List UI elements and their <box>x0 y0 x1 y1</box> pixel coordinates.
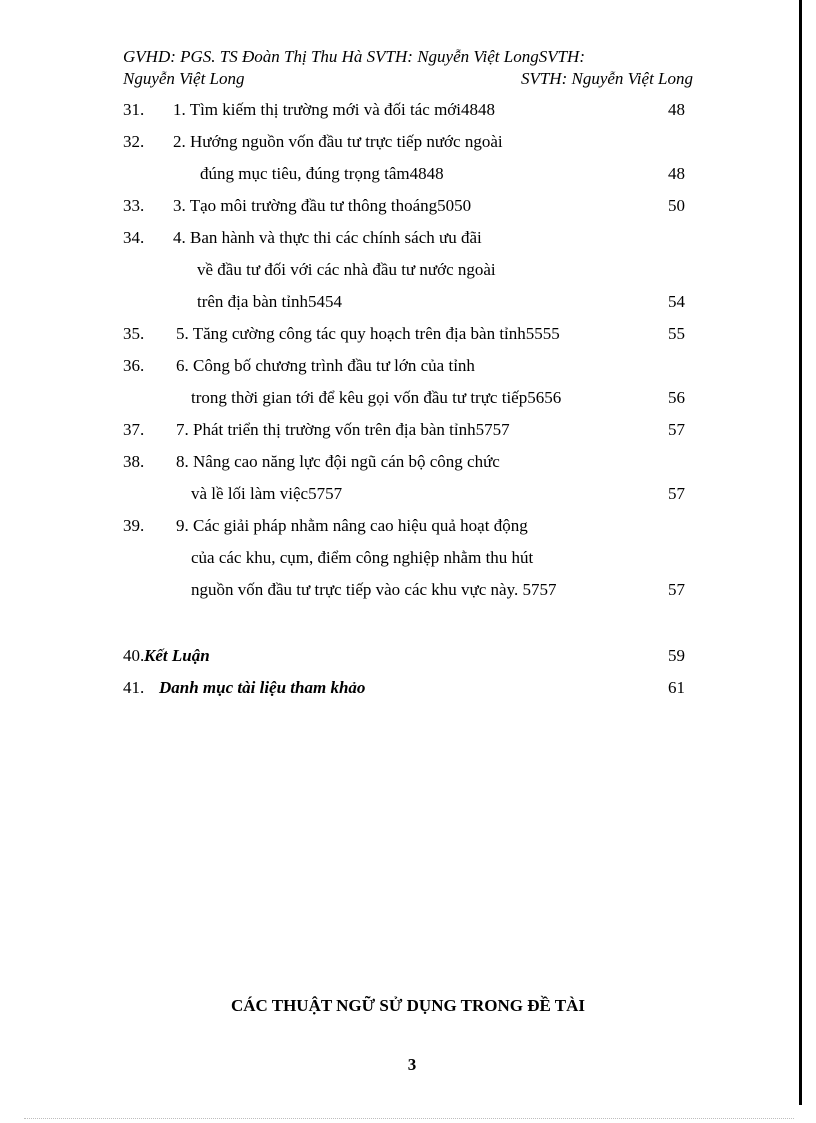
toc-entry-number: 37. <box>123 420 145 439</box>
toc-entry-number: 31. <box>123 100 145 119</box>
toc-entry-text: 5. Tăng cường công tác quy hoạch trên địa bàn tỉnh5555 <box>176 324 560 343</box>
toc-entry[interactable] <box>123 222 693 318</box>
toc-entry-number: 34. <box>123 228 145 247</box>
toc-entry-number: 36. <box>123 356 145 375</box>
toc-entry-number: 32. <box>123 132 145 151</box>
toc-entry[interactable] <box>123 350 693 414</box>
toc-entry-text: nguồn vốn đầu tư trực tiếp vào các khu vực này. 5757 <box>191 580 557 599</box>
running-header <box>123 46 693 90</box>
toc-entry-page: 59 <box>668 646 685 665</box>
toc-entry-number: 40. <box>123 646 145 665</box>
toc-entry-number: 39. <box>123 516 145 535</box>
toc-entry[interactable] <box>123 126 693 190</box>
toc-entry-text: 6. Công bố chương trình đầu tư lớn của tỉnh <box>176 356 475 375</box>
toc-entry-title: Kết Luận <box>144 646 210 665</box>
page-number: 3 <box>407 1055 417 1074</box>
toc-entry-number: 35. <box>123 324 145 343</box>
toc-entry-text: 8. Nâng cao năng lực đội ngũ cán bộ công chức <box>176 452 500 471</box>
toc-entry[interactable] <box>123 414 693 446</box>
toc-entry[interactable] <box>123 318 693 350</box>
toc-entry-text: trong thời gian tới để kêu gọi vốn đầu tư trực tiếp5656 <box>191 388 562 407</box>
toc-entry-text: và lề lối làm việc5757 <box>191 484 343 503</box>
header-line-1: GVHD: PGS. TS Đoàn Thị Thu Hà SVTH: Nguyễn Việt LongSVTH: <box>123 47 585 66</box>
toc-entry-text: của các khu, cụm, điểm công nghiệp nhằm thu hút <box>191 548 534 567</box>
toc-entry-title: Danh mục tài liệu tham khảo <box>159 678 366 697</box>
header-line-2-right: SVTH: Nguyễn Việt Long <box>520 69 693 88</box>
table-of-contents <box>123 94 693 606</box>
toc-entry-page: 48 <box>668 100 685 119</box>
toc-entry-text: đúng mục tiêu, đúng trọng tâm4848 <box>200 164 444 183</box>
toc-entry[interactable] <box>123 446 693 510</box>
toc-entry-text: 7. Phát triển thị trường vốn trên địa bàn tỉnh5757 <box>176 420 510 439</box>
toc-entry-text: trên địa bàn tỉnh5454 <box>197 292 342 311</box>
toc-entry[interactable] <box>123 672 693 704</box>
toc-entry-text: 9. Các giải pháp nhằm nâng cao hiệu quả hoạt động <box>176 516 528 535</box>
toc-entry-page: 57 <box>668 580 685 599</box>
toc-entry-page: 55 <box>668 324 685 343</box>
header-line-2-left: Nguyễn Việt Long <box>123 69 245 88</box>
toc-entry-page: 54 <box>668 292 685 311</box>
toc-entry-page: 61 <box>668 678 685 697</box>
toc-entry[interactable] <box>123 190 693 222</box>
section-heading: CÁC THUẬT NGỮ SỬ DỤNG TRONG ĐỀ TÀI <box>230 996 586 1015</box>
toc-entry-page: 57 <box>668 420 685 439</box>
toc-closing-entries <box>123 640 693 704</box>
header-line-2 <box>123 68 693 90</box>
toc-entry-text: 3. Tạo môi trường đầu tư thông thoáng5050 <box>173 196 472 215</box>
toc-entry-page: 57 <box>668 484 685 503</box>
toc-entry-page: 56 <box>668 388 685 407</box>
toc-entry[interactable] <box>123 640 693 672</box>
toc-entry-text: 4. Ban hành và thực thi các chính sách ưu đãi <box>173 228 482 247</box>
page-border-right <box>799 0 802 1105</box>
toc-entry[interactable] <box>123 510 693 606</box>
toc-entry-page: 50 <box>668 196 685 215</box>
page-border-bottom <box>24 1118 794 1119</box>
toc-entry-page: 48 <box>668 164 685 183</box>
toc-entry-text: 1. Tìm kiếm thị trường mới và đối tác mới4848 <box>173 100 496 119</box>
toc-entry-number: 38. <box>123 452 145 471</box>
toc-entry[interactable] <box>123 94 693 126</box>
toc-entry-text: về đầu tư đối với các nhà đầu tư nước ngoài <box>197 260 496 279</box>
toc-entry-text: 2. Hướng nguồn vốn đầu tư trực tiếp nước ngoài <box>173 132 503 151</box>
toc-entry-number: 41. <box>123 678 145 697</box>
toc-entry-number: 33. <box>123 196 145 215</box>
